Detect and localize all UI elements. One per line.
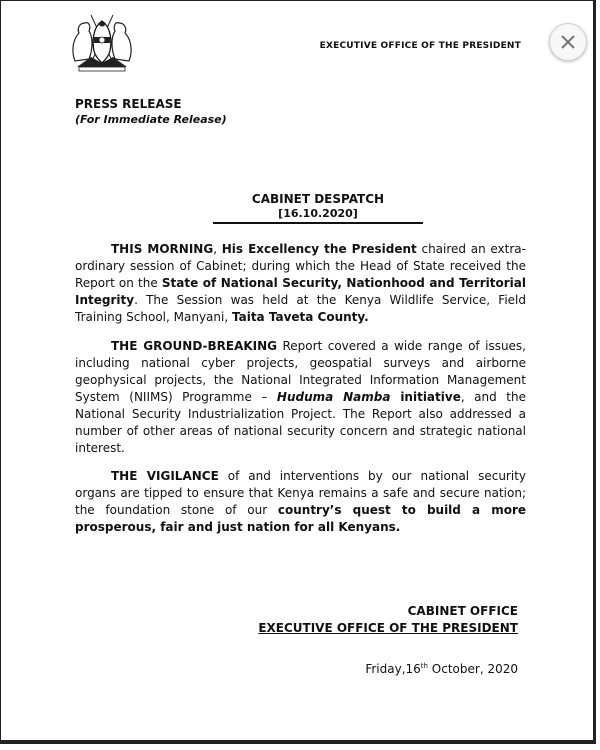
text-run: Report covered a wide range of issues, including national cyber projects, geospatial surveys and airborne geophysical projects, the National Integrated Information Management System (NIIMS) Programme –: [75, 339, 526, 404]
text-run: THE VIGILANCE: [111, 469, 219, 483]
text-run: . The Session was held at the Kenya Wildlife Service, Field Training School, Manyani,: [75, 293, 526, 324]
press-release-label: PRESS RELEASE: [75, 97, 182, 111]
paragraph: [75, 468, 526, 536]
text-run: country’s quest to build a more prosperous, fair and just nation for all Kenyans.: [75, 503, 527, 534]
paragraph: [75, 241, 526, 326]
text-run: THIS MORNING: [111, 242, 214, 256]
title-underline: [213, 222, 423, 224]
coat-of-arms-icon: [67, 11, 137, 73]
text-run: Taita Taveta County.: [231, 310, 369, 324]
text-run: ,: [213, 242, 222, 256]
title-date: [16.10.2020]: [278, 207, 358, 220]
document-title: CABINET DESPATCH: [251, 192, 385, 206]
paragraph: [75, 338, 526, 457]
text-run: His Excellency the President: [221, 242, 417, 256]
signature-office: CABINET OFFICE: [407, 604, 518, 618]
text-run: State of National Security, Nationhood and Territorial Integrity: [75, 276, 526, 307]
office-header: EXECUTIVE OFFICE OF THE PRESIDENT: [319, 41, 521, 51]
text-run: Huduma Namba: [276, 390, 391, 404]
text-run: initiative: [390, 390, 461, 404]
text-run: THE GROUND-BREAKING: [111, 339, 278, 353]
text-run: chaired an extra-ordinary session of Cabinet; during which the Head of State received the Report on the: [75, 242, 526, 290]
document-date: [365, 662, 518, 676]
paragraph-text: [75, 338, 526, 457]
date-rest: October, 2020: [427, 662, 518, 676]
text-run: of and interventions by our national security organs are tipped to ensure that Kenya remains a safe and secure nation; the foundation stone of our: [75, 469, 527, 517]
signature-executive-office: EXECUTIVE OFFICE OF THE PRESIDENT: [258, 621, 518, 635]
title-block: [213, 192, 423, 224]
paragraph-text: [75, 241, 526, 326]
close-button[interactable]: [549, 23, 587, 61]
press-release-subtitle: (For Immediate Release): [75, 113, 227, 126]
paragraph-text: [75, 468, 526, 536]
close-icon[interactable]: [559, 33, 577, 51]
text-run: , and the National Security Industrialization Project. The Report also addressed a number of other areas of national security concern and strategic national interest.: [75, 390, 526, 455]
date-prefix: Friday,16: [365, 662, 421, 676]
date-suffix: th: [420, 662, 428, 670]
